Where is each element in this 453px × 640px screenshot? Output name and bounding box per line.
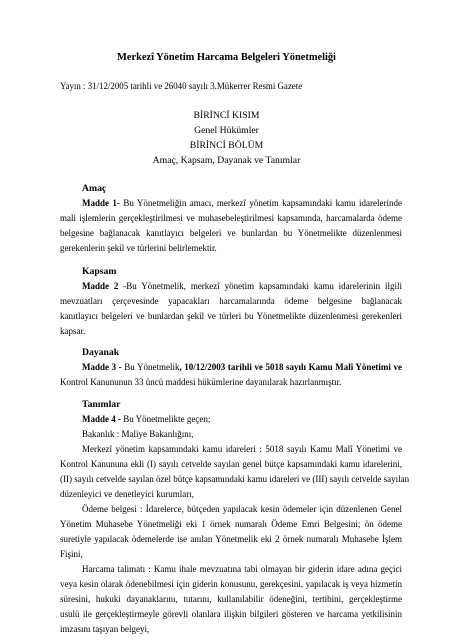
definition-line: veya kesin olarak ödenebilmesi için giderin konusunu, gerekçesini, yapılacak iş veya hizmetin — [60, 579, 402, 589]
document-title: Merkezî Yönetim Harcama Belgeleri Yönetmeliği — [117, 52, 336, 63]
definition-line: Ödeme belgesi : İdarelerce, bütçeden yapılacak kesin ödemeler için düzenlenen Genel — [82, 504, 402, 514]
article-number: Madde 1- — [82, 198, 120, 208]
article-number: Madde 2 — [82, 281, 119, 291]
definition-line: suretiyle yapılacak ödemelerde ise anılan Yönetmelik eki 2 örnek numaralı Muhasebe İşlem — [60, 534, 402, 544]
definition-line: Bakanlık : Maliye Bakanlığını, — [82, 429, 194, 439]
article-line: mevzuatları çerçevesinde yapacakları harcamalarında ödeme belgesine bağlanacak — [60, 296, 402, 306]
article-number: Madde 4 - — [82, 414, 121, 424]
definition-line: süresini, hukuki dayanaklarını, tutarını, kullanılabilir ödeneğini, tertibini, gerçekleştirme — [60, 594, 402, 604]
section-heading-kapsam: Kapsam — [82, 266, 117, 277]
part-title: BİRİNCİ KISIM — [193, 110, 260, 121]
article-text: -Bu Yönetmelik, merkezî yönetim kapsamındaki kamu idarelerinin ilgili — [118, 281, 403, 291]
definition-line: imzasını taşıyan belgeyi, — [60, 624, 150, 634]
section-heading-dayanak: Dayanak — [82, 347, 120, 358]
definition-line: usulü ile gerçekleştirmeyle görevli olanlara ilişkin bilgileri gösteren ve harcama yetkilisinin — [60, 609, 402, 619]
article-line: mali işlemlerin gerçekleştirilmesi ve muhasebeleştirilmesi kapsamında, harcamalarda ödeme — [60, 213, 402, 223]
section-heading-tanimlar: Tanımlar — [82, 399, 121, 410]
article-number: Madde 3 - — [82, 362, 122, 372]
article-1-line — [82, 198, 402, 208]
definition-line: Yönetim Muhasebe Yönetmeliği eki 1 örnek numaralı Ödeme Emri Belgesini; ön ödeme — [60, 519, 402, 529]
article-4-line — [82, 414, 210, 424]
article-text: Bu Yönetmeliğin amacı, merkezî yönetim kapsamındaki kamu idarelerinde — [119, 198, 402, 208]
article-line: Kontrol Kanununun 33 üncü maddesi hükümlerine dayanılarak hazırlanmıştır. — [60, 377, 342, 387]
article-2-line — [82, 281, 402, 291]
gazette-info: Yayın : 31/12/2005 tarihli ve 26040 sayılı 3.Mükerrer Resmi Gazete — [60, 81, 303, 91]
article-text: Bu Yönetmelik — [121, 362, 180, 372]
chapter-title: BİRİNCİ BÖLÜM — [189, 140, 264, 151]
article-line: kapsar. — [60, 326, 86, 336]
article-3-line — [82, 362, 402, 372]
definition-line: düzenleyici ve denetleyici kurumları, — [60, 489, 194, 499]
definition-line: Fişini, — [60, 549, 83, 559]
definition-line: (II) sayılı cetvelde sayılan özel bütçe kapsamındaki kamu idareleri ve (III) sayılı cetvelde sayılan — [60, 474, 410, 484]
chapter-subtitle: Amaç, Kapsam, Dayanak ve Tanımlar — [152, 155, 301, 166]
article-line: belgesine bağlanacak kanıtlayıcı belgeleri ve bunlardan bu Yönetmelikte düzenlenmesi — [60, 228, 402, 238]
definition-line: Merkezî yönetim kapsamındaki kamu idareleri : 5018 sayılı Kamu Malî Yönetimi ve — [82, 444, 402, 454]
article-line: kanıtlayıcı belgeleri ve bunlardan şekil ve türleri bu Yönetmelikte düzenlenmesi gerekenleri — [60, 311, 402, 321]
article-text: Bu Yönetmelikte geçen; — [121, 414, 211, 424]
article-line: gerekenlerin şekil ve türlerini belirlemektir. — [60, 243, 217, 253]
article-text: , 10/12/2003 tarihli ve 5018 sayılı Kamu Malî Yönetimi ve — [179, 362, 402, 372]
definition-line: Harcama talimatı : Kamu ihale mevzuatına tabi olmayan bir giderin idare adına geçici — [82, 564, 402, 574]
definition-line: Kontrol Kanununa ekli (I) sayılı cetvelde sayılan genel bütçe kapsamındaki kamu idarelerini, — [60, 459, 402, 469]
part-subtitle: Genel Hükümler — [194, 125, 259, 136]
section-heading-amac: Amaç — [82, 183, 107, 194]
